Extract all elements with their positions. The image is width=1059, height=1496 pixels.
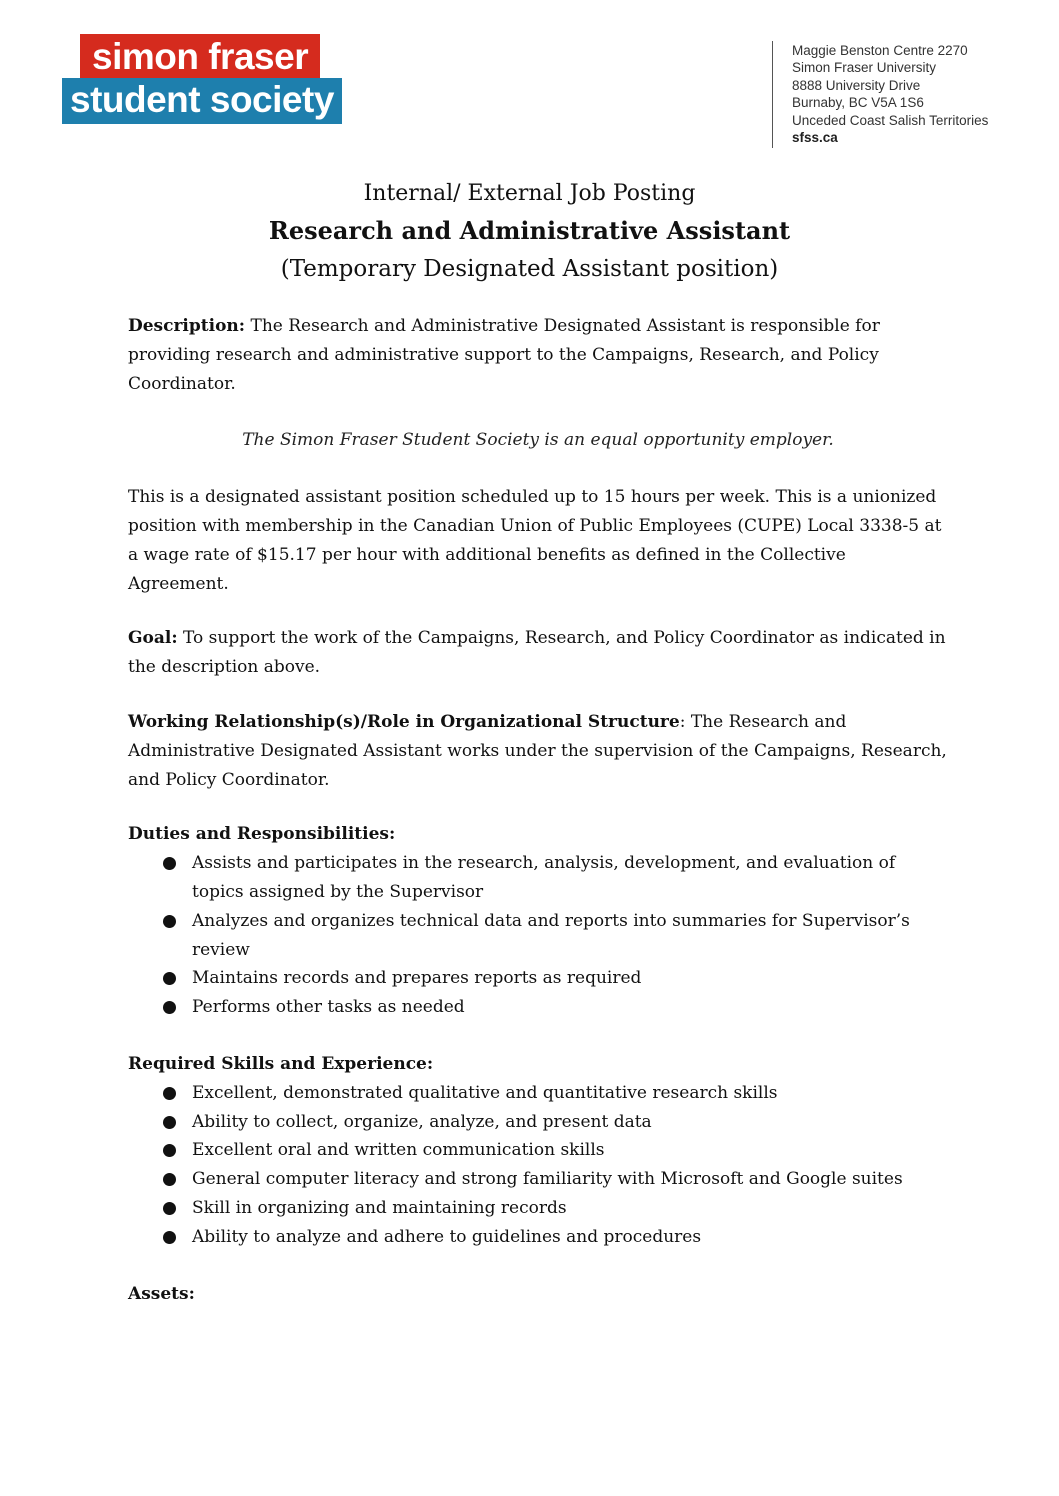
goal-label: Goal: (128, 628, 178, 649)
list-item: Analyzes and organizes technical data and reports into summaries for Supervisor’s review (128, 907, 948, 965)
list-item: Excellent, demonstrated qualitative and quantitative research skills (128, 1079, 948, 1108)
duties-heading: Duties and Responsibilities: (128, 824, 396, 845)
list-item: Maintains records and prepares reports as required (128, 964, 948, 993)
equal-opportunity-statement: The Simon Fraser Student Society is an equal opportunity employer. (242, 430, 834, 451)
list-item: Ability to analyze and adhere to guidelines and procedures (128, 1223, 948, 1252)
skills-list (128, 1079, 948, 1252)
job-subtitle: (Temporary Designated Assistant position) (280, 256, 779, 282)
header-divider (772, 41, 773, 148)
skills-heading: Required Skills and Experience: (128, 1053, 434, 1074)
address-line: Burnaby, BC V5A 1S6 (792, 95, 924, 111)
sfss-logo (62, 34, 344, 124)
list-item: Assists and participates in the research, analysis, development, and evaluation of topics assigned by the Supervisor (128, 849, 948, 907)
posting-body (128, 312, 948, 1308)
address-block (792, 42, 988, 146)
goal-text: To support the work of the Campaigns, Research, and Policy Coordinator as indicated in the description above. (128, 628, 946, 678)
job-title: Research and Administrative Assistant (268, 216, 791, 245)
address-line: Maggie Benston Centre 2270 (792, 43, 968, 58)
working-relationship-paragraph (128, 708, 948, 794)
description-paragraph (128, 312, 948, 398)
description-label: Description: (128, 316, 246, 336)
list-item: Performs other tasks as needed (128, 993, 948, 1022)
working-relationship-text: : The Research and Administrative Designated Assistant works under the supervision of the Campaigns, Research, and Policy Coordinator. (128, 711, 947, 790)
position-details: This is a designated assistant position scheduled up to 15 hours per week. This is a unionized position with membership in the Canadian Union of Public Employees (CUPE) Local 3338-5 at a wage rate of $15.17 per hour with additional benefits as defined in the Collective Agreement. (128, 487, 942, 594)
logo-line-2: student society (62, 78, 342, 124)
logo-line-1: simon fraser (80, 34, 320, 79)
posting-header (0, 177, 1059, 287)
list-item: Skill in organizing and maintaining records (128, 1194, 948, 1223)
duties-list (128, 849, 948, 1022)
address-line: Unceded Coast Salish Territories (792, 112, 989, 128)
address-line: 8888 University Drive (792, 77, 921, 93)
goal-paragraph (128, 624, 948, 682)
posting-type: Internal/ External Job Posting (363, 181, 696, 206)
description-text: The Research and Administrative Designated Assistant is responsible for providing research and administrative support to the Campaigns, Research, and Policy Coordinator. (128, 316, 880, 394)
list-item: Excellent oral and written communication skills (128, 1136, 948, 1165)
list-item: Ability to collect, organize, analyze, and present data (128, 1108, 948, 1137)
address-line: Simon Fraser University (792, 60, 937, 76)
assets-heading: Assets: (128, 1283, 195, 1304)
list-item: General computer literacy and strong familiarity with Microsoft and Google suites (128, 1165, 948, 1194)
website-link[interactable]: sfss.ca (792, 130, 838, 146)
working-relationship-label: Working Relationship(s)/Role in Organizational Structure (128, 711, 680, 732)
